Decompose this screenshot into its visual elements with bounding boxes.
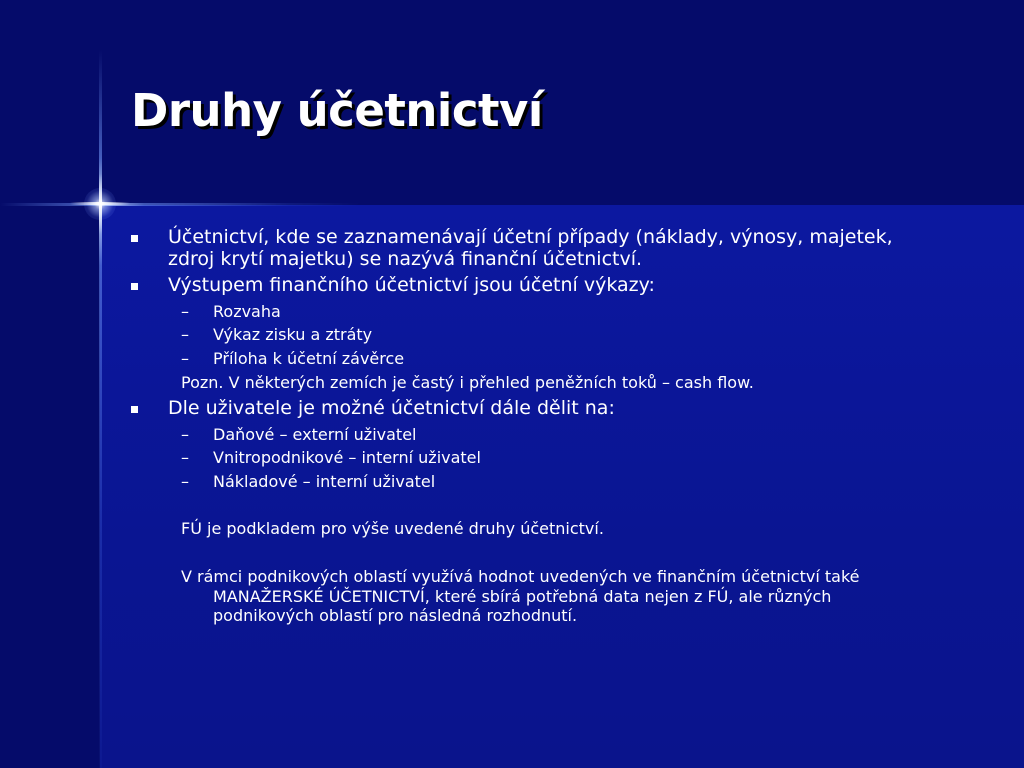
statement-item: Výkaz zisku a ztráty [213, 325, 373, 344]
dash-marker: – [181, 425, 189, 444]
dash-marker: – [181, 302, 189, 321]
managerial-line-3: podnikových oblastí pro následná rozhodnutí. [213, 606, 578, 625]
user-type-item: Vnitropodnikové – interní uživatel [213, 448, 481, 467]
slide-title: Druhy účetnictví [131, 84, 543, 137]
managerial-line-1: V rámci podnikových oblastí využívá hodnot uvedených ve finančním účetnictví také [181, 567, 860, 586]
bullet-2-text: Výstupem finančního účetnictví jsou účetní výkazy: [168, 274, 655, 296]
bullet-1-line-2: zdroj krytí majetku) se nazývá finanční účetnictví. [168, 248, 643, 270]
statement-item: Příloha k účetní závěrce [213, 349, 405, 368]
dash-marker: – [181, 349, 189, 368]
note-text: Pozn. V některých zemích je častý i přehled peněžních toků – cash flow. [181, 373, 754, 392]
statement-item: Rozvaha [213, 302, 281, 321]
bullet-3-text: Dle uživatele je možné účetnictví dále dělit na: [168, 397, 615, 419]
dash-marker: – [181, 325, 189, 344]
bullet-1-line-1: Účetnictví, kde se zaznamenávají účetní případy (náklady, výnosy, majetek, [168, 226, 893, 248]
bullet-icon [131, 406, 138, 413]
dash-marker: – [181, 472, 189, 491]
user-type-item: Nákladové – interní uživatel [213, 472, 436, 491]
fu-basis-text: FÚ je podkladem pro výše uvedené druhy účetnictví. [181, 519, 604, 538]
dash-marker: – [181, 448, 189, 467]
bullet-icon [131, 283, 138, 290]
user-type-item: Daňové – externí uživatel [213, 425, 417, 444]
bullet-icon [131, 235, 138, 242]
managerial-line-2: MANAŽERSKÉ ÚČETNICTVÍ, které sbírá potřebná data nejen z FÚ, ale různých [213, 587, 832, 606]
